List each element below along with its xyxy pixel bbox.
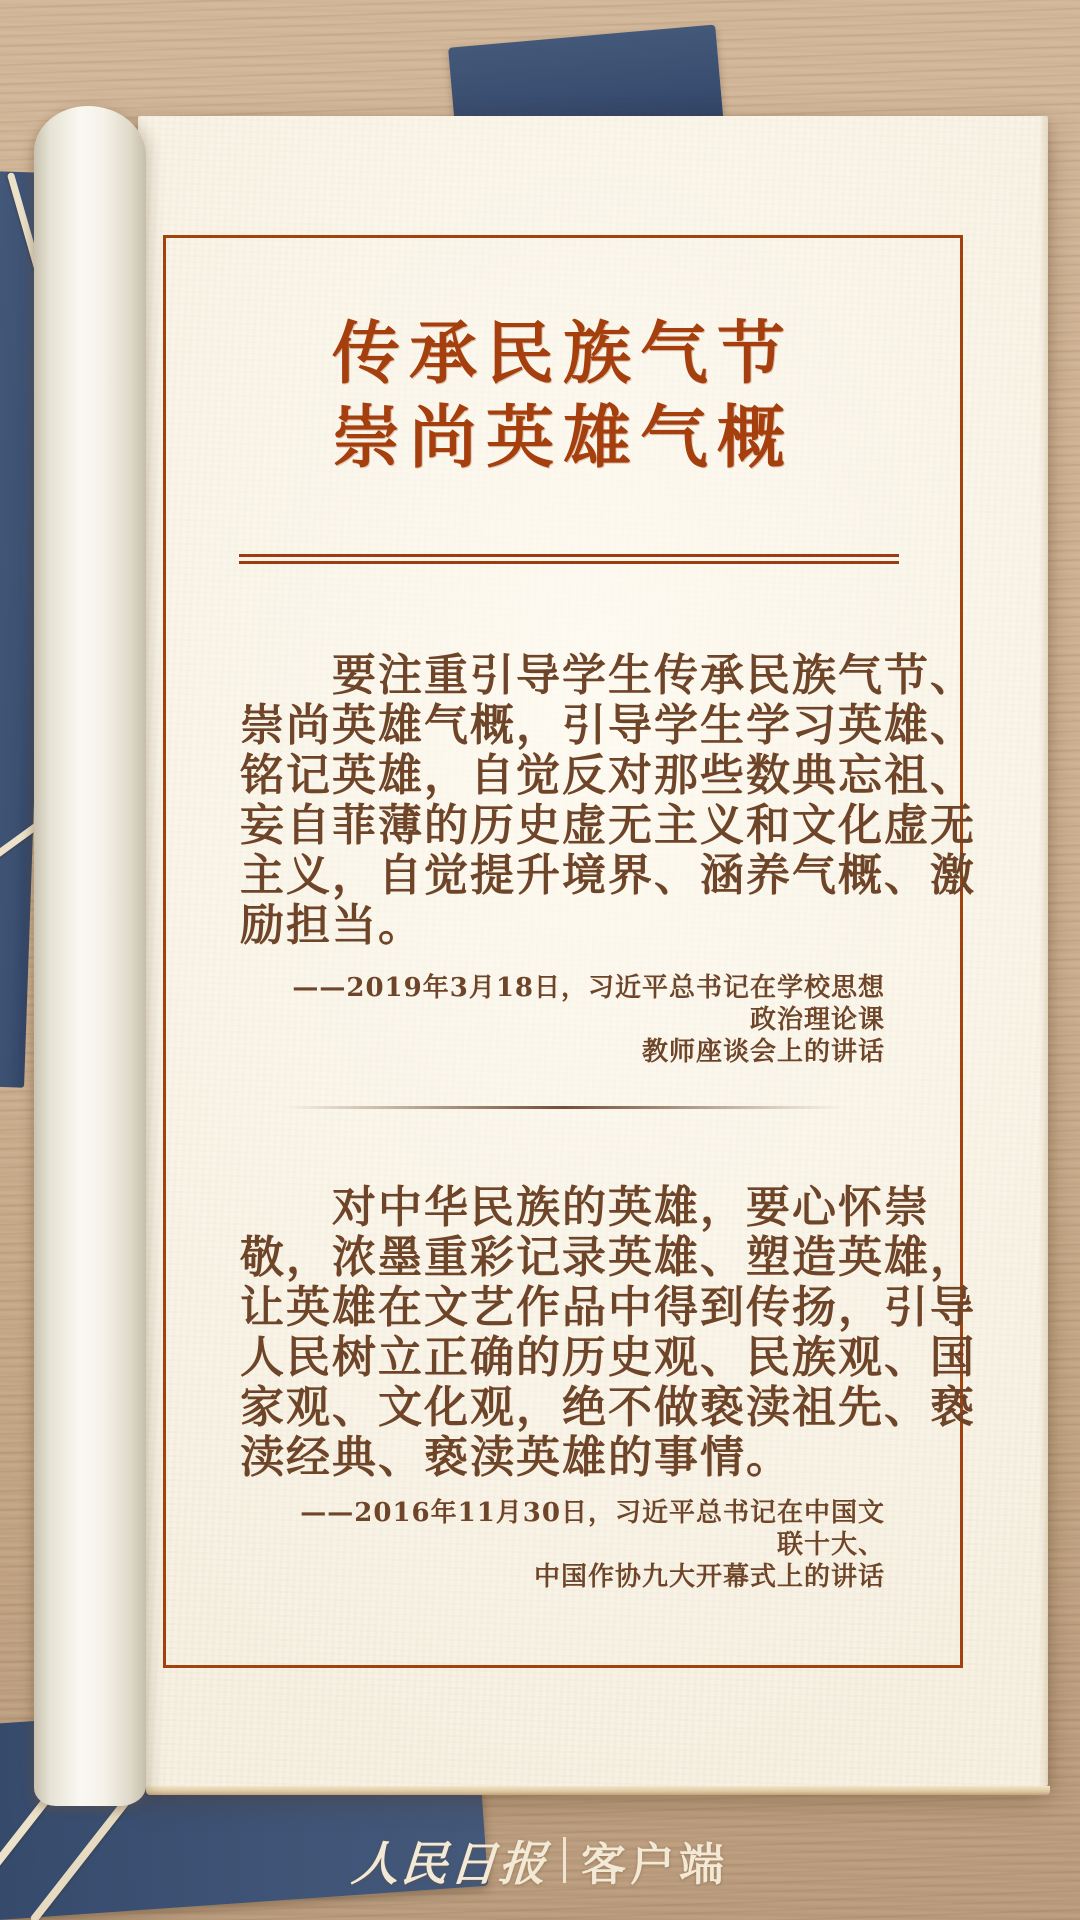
- quote-line: 对中华民族的英雄，要心怀崇: [332, 1182, 930, 1233]
- quote-line: 让英雄在文艺作品中得到传扬，引导: [240, 1282, 976, 1333]
- quote-line: 主义，自觉提升境界、涵养气概、激: [240, 850, 976, 901]
- title-line-2: 崇尚英雄气概: [331, 398, 794, 478]
- quote-2-attribution: [288, 1497, 885, 1593]
- quote-line: 铭记英雄，自觉反对那些数典忘祖、: [240, 750, 976, 801]
- brand-footer: [0, 1824, 1080, 1896]
- quote-line: 要注重引导学生传承民族气节、: [332, 650, 976, 701]
- quote-line: 妄自菲薄的历史虚无主义和文化虚无: [240, 800, 976, 851]
- poster-title: [163, 312, 963, 480]
- quote-line: 家观、文化观，绝不做亵渎祖先、亵: [240, 1382, 976, 1433]
- attribution-line: 教师座谈会上的讲话: [641, 1037, 885, 1067]
- quote-line: 崇尚英雄气概，引导学生学习英雄、: [240, 700, 976, 751]
- attribution-line: 中国作协九大开幕式上的讲话: [533, 1562, 885, 1592]
- attribution-line: ——2019年3月18日，习近平总书记在学校思想政治理论课: [292, 973, 885, 1035]
- thin-rule-divider: [283, 1106, 843, 1109]
- quote-2: [240, 1183, 976, 1483]
- quote-line: 人民树立正确的历史观、民族观、国: [240, 1332, 976, 1383]
- page-right-edge-shade: [1039, 116, 1048, 1786]
- attribution-line: ——2016年11月30日，习近平总书记在中国文联十大、: [300, 1498, 885, 1560]
- peoples-daily-logo: 人民日报: [349, 1836, 550, 1892]
- double-rule-divider: [239, 554, 899, 564]
- title-line-1: 传承民族气节: [331, 314, 794, 394]
- page-curl-roll: [34, 106, 146, 1806]
- page-stack-edge: [146, 1786, 1050, 1795]
- logo-divider-bar: [563, 1837, 566, 1883]
- quote-line: 敬，浓墨重彩记录英雄、塑造英雄，: [240, 1232, 976, 1283]
- quote-1-attribution: [288, 972, 885, 1068]
- paper-page: [138, 116, 1048, 1786]
- client-app-label: 客户端: [580, 1837, 728, 1891]
- quote-line: 渎经典、亵渎英雄的事情。: [240, 1432, 792, 1483]
- quote-1: [240, 651, 976, 951]
- quote-line: 励担当。: [240, 900, 424, 951]
